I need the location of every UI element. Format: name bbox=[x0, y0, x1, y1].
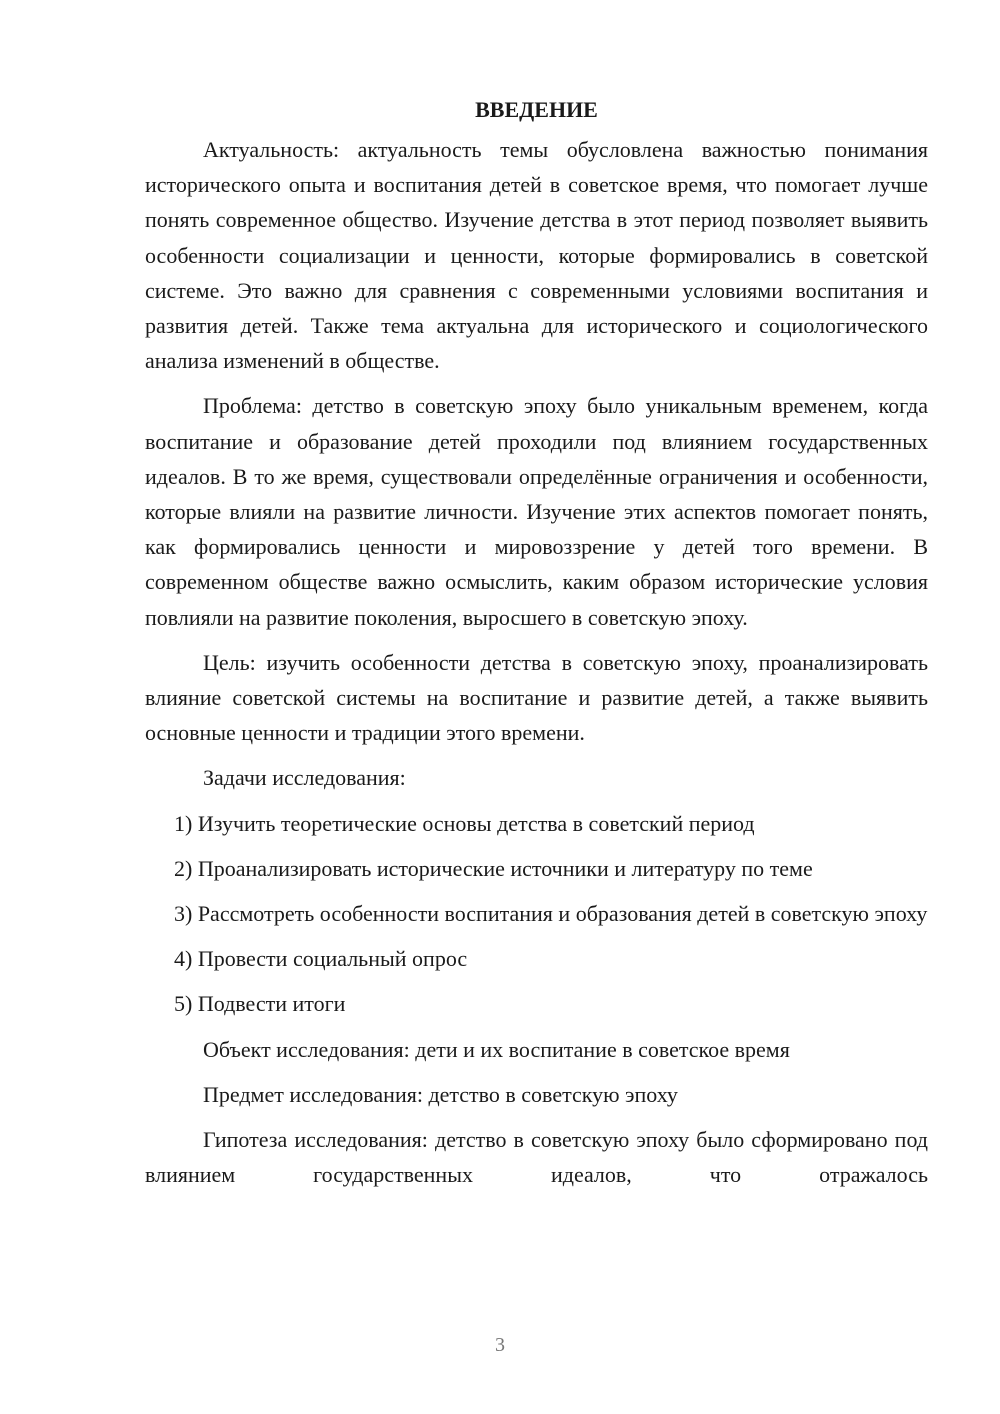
task-item-2: 2) Проанализировать исторические источники и литературу по теме bbox=[174, 855, 813, 881]
task-item-3: 3) Рассмотреть особенности воспитания и образования детей в советскую эпоху bbox=[174, 901, 928, 927]
relevance-paragraph: Актуальность: актуальность темы обусловлена важностью понимания исторического опыта и воспитания детей в советское время, что помогает лучше понять современное общество. Изучение детства в этот период позволяет выявить особенности социализации и ценности, которые формировались в советской системе. Это важно для сравнения с современными условиями воспитания и развития детей. Также тема актуальна для исторического и социологического анализа изменений в обществе. bbox=[145, 137, 928, 374]
page-number: 3 bbox=[495, 1334, 505, 1356]
task-item-1: 1) Изучить теоретические основы детства в советский период bbox=[174, 810, 755, 836]
tasks-heading: Задачи исследования: bbox=[203, 765, 406, 791]
task-item-4: 4) Провести социальный опрос bbox=[174, 946, 468, 972]
page-title: ВВЕДЕНИЕ bbox=[475, 97, 598, 122]
goal-paragraph: Цель: изучить особенности детства в советскую эпоху, проанализировать влияние советской системы на воспитание и развитие детей, а также выявить основные ценности и традиции этого времени. bbox=[145, 649, 928, 746]
task-item-5: 5) Подвести итоги bbox=[174, 991, 346, 1017]
document-page bbox=[145, 92, 928, 1202]
research-object: Объект исследования: дети и их воспитание в советское время bbox=[203, 1036, 790, 1062]
research-subject: Предмет исследования: детство в советскую эпоху bbox=[203, 1081, 678, 1107]
problem-paragraph: Проблема: детство в советскую эпоху было уникальным временем, когда воспитание и образование детей проходили под влиянием государственных идеалов. В то же время, существовали определённые ограничения и особенности, которые влияли на развитие личности. Изучение этих аспектов помогает понять, как формировались ценности и мировоззрение у детей того времени. В современном обществе важно осмыслить, каким образом исторические условия повлияли на развитие поколения, выросшего в советскую эпоху. bbox=[145, 393, 928, 630]
hypothesis-paragraph: Гипотеза исследования: детство в советскую эпоху было сформировано под влиянием государственных идеалов, что отражалось bbox=[145, 1127, 928, 1188]
